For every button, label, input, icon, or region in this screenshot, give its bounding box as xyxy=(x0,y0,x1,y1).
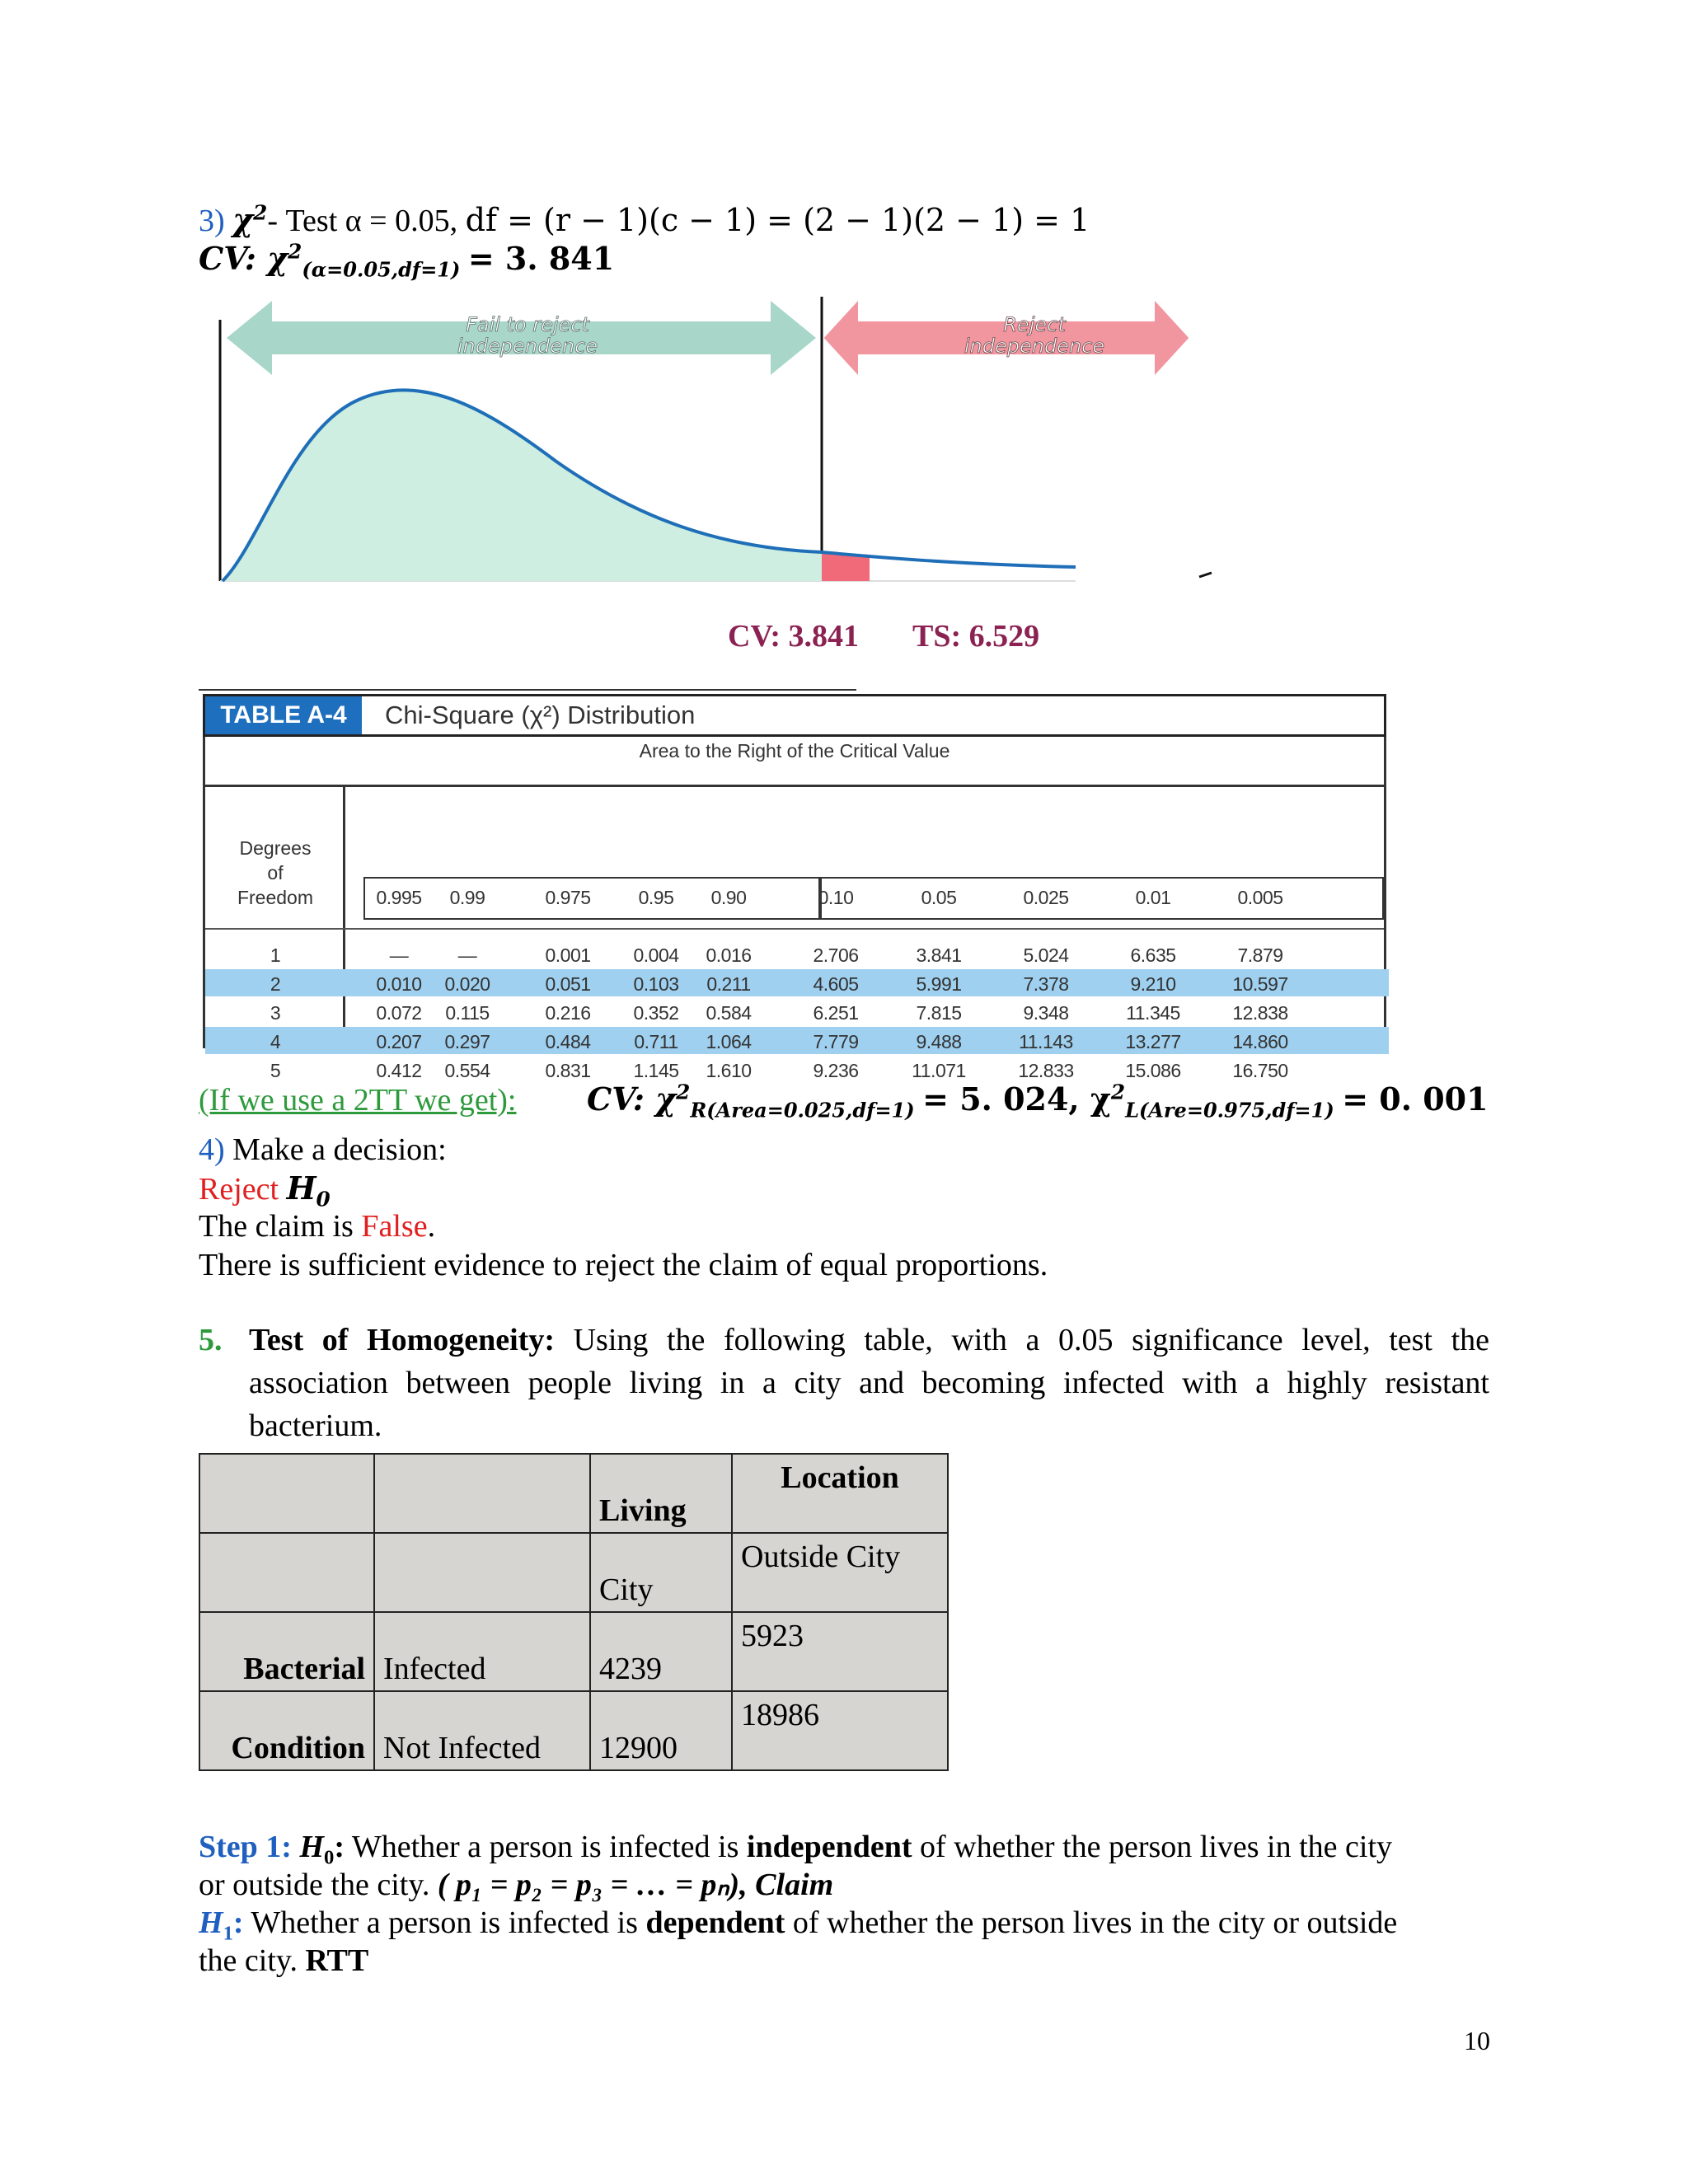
ts-label: TS: 6.529 xyxy=(912,619,1040,654)
critical-value-cell: 0.412 xyxy=(376,1060,422,1081)
critical-value-cell: 13.277 xyxy=(1125,1031,1181,1052)
critical-value-cell: 0.297 xyxy=(444,1031,490,1052)
critical-value-cell: 0.711 xyxy=(634,1031,678,1052)
critical-value-cell: 0.115 xyxy=(445,1002,490,1024)
step1-h1-line2: the city. RTT xyxy=(199,1943,369,1978)
critical-value-cell: 0.001 xyxy=(545,944,591,966)
table-title: Chi-Square (χ²) Distribution xyxy=(385,701,696,729)
critical-value-cell: 0.010 xyxy=(376,973,422,995)
critical-value-cell: 7.378 xyxy=(1023,973,1069,995)
infected-label: Infected xyxy=(374,1612,590,1691)
critical-value-cell: 1.064 xyxy=(706,1031,752,1052)
critical-value-cell: 3.841 xyxy=(916,944,962,966)
critical-value-cell: 10.597 xyxy=(1232,973,1288,995)
critical-value-cell: 9.236 xyxy=(813,1060,859,1081)
table-badge: TABLE A-4 xyxy=(205,696,362,734)
q5-line1: 5. xyxy=(199,1323,223,1357)
step1-h0-line1: Step 1: $H_0$: Whether a person is infected is independent of whether the person lives in the city xyxy=(199,1830,1393,1869)
cv-subscript: (α=0.05,df=1) xyxy=(302,257,461,282)
area-header-cell: 0.01 xyxy=(1135,887,1171,908)
critical-value-cell: 14.860 xyxy=(1232,1031,1288,1052)
critical-value-cell: 0.211 xyxy=(706,973,751,995)
dof-cell: 2 xyxy=(270,973,281,995)
critical-value-cell: 0.020 xyxy=(444,973,490,995)
two-tail-right-value: = 5. 024, χ xyxy=(922,1080,1111,1118)
area-header-cell: 0.005 xyxy=(1237,887,1283,908)
two-tail-sub-right: R(Area=0.025,df=1) xyxy=(690,1098,915,1122)
critical-value-cell: 9.488 xyxy=(916,1031,962,1052)
living-header: Living xyxy=(590,1454,732,1533)
area-header-cell: 0.95 xyxy=(638,887,674,908)
outside-city-header: Outside City xyxy=(732,1533,948,1612)
homogeneity-table xyxy=(199,1453,949,1771)
two-tail-left-value: = 0. 001 xyxy=(1342,1080,1489,1118)
chi-square-table xyxy=(203,694,1390,1081)
dof-cell: 3 xyxy=(270,1002,281,1024)
two-tail-sub-left: L(Are=0.975,df=1) xyxy=(1125,1098,1334,1122)
infected-outside-value: 5923 xyxy=(732,1612,948,1691)
table-header-bar xyxy=(203,694,1386,737)
area-header-cell: 0.025 xyxy=(1023,887,1069,908)
critical-value-cell: 11.071 xyxy=(912,1060,966,1081)
cv-prefix: CV: χ xyxy=(199,240,288,277)
critical-value-cell: 16.750 xyxy=(1232,1060,1288,1081)
dof-cell: 4 xyxy=(270,1031,281,1052)
critical-value-cell: 11.345 xyxy=(1126,1002,1180,1024)
cv-label: CV: 3.841 xyxy=(728,619,860,654)
two-tail-note: (If we use a 2TT we get): xyxy=(199,1083,517,1118)
step3-number: 3) xyxy=(199,204,225,238)
critical-value-cell: 7.815 xyxy=(916,1002,962,1024)
location-header: Location xyxy=(732,1454,948,1533)
q5-text-line1: Test of Homogeneity: Using the following table, with a 0.05 significance level, test the xyxy=(249,1323,1490,1357)
critical-value-cell: 15.086 xyxy=(1125,1060,1181,1081)
area-header-cell: 0.90 xyxy=(710,887,747,908)
chi-square-chart xyxy=(210,297,1232,593)
cv-value: = 3. 841 xyxy=(467,240,615,277)
critical-value-cell: 0.004 xyxy=(633,944,679,966)
reject-label: Reject xyxy=(1003,313,1066,336)
critical-value-cell: 9.348 xyxy=(1023,1002,1069,1024)
infected-city-value: 4239 xyxy=(590,1612,732,1691)
two-tail-line xyxy=(199,1081,516,1121)
step1-h0-line2: or outside the city. ( p₁ = p₂ = p₃ = … = pₙ), Claim xyxy=(199,1868,834,1902)
critical-value-cell: 0.016 xyxy=(706,944,752,966)
critical-value-cell: 7.779 xyxy=(813,1031,859,1052)
page-number: 10 xyxy=(1464,2026,1490,2055)
not-infected-label: Not Infected xyxy=(374,1691,590,1770)
df-formula: df = (r − 1)(c − 1) = (2 − 1)(2 − 1) = 1 xyxy=(465,202,1090,238)
condition-label: Condition xyxy=(199,1691,374,1770)
cv-line: CV: $\chi^2_{(\alpha=0.05,df=1)} = 3$. 841 xyxy=(199,239,615,282)
area-header-cell: 0.995 xyxy=(376,887,422,908)
evidence-line: There is sufficient evidence to reject the claim of equal proportions. xyxy=(199,1248,1048,1282)
table-subtitle: Area to the Right of the Critical Value xyxy=(639,740,950,762)
critical-value-cell: 12.833 xyxy=(1018,1060,1074,1081)
critical-value-cell: 12.838 xyxy=(1232,1002,1288,1024)
critical-value-cell: — xyxy=(457,944,477,966)
area-header-cell: 0.10 xyxy=(818,887,854,908)
critical-value-cell: 6.251 xyxy=(813,1002,859,1024)
critical-value-cell: 9.210 xyxy=(1130,973,1176,995)
critical-value-cell: 2.706 xyxy=(813,944,859,966)
step3-line xyxy=(199,200,1090,241)
critical-value-cell: 4.605 xyxy=(813,973,859,995)
critical-value-cell: 6.635 xyxy=(1130,944,1176,966)
step1-h1-line1: $H_1$: Whether a person is infected is dependent of whether the person lives in the city or outside xyxy=(199,1905,1398,1945)
dof-cell: 1 xyxy=(270,944,281,966)
critical-value-cell: 0.831 xyxy=(545,1060,591,1081)
q5-text-line2: association between people living in a city and becoming infected with a highly resistant xyxy=(249,1366,1489,1400)
critical-value-cell: 11.143 xyxy=(1019,1031,1073,1052)
critical-value-cell: 1.145 xyxy=(633,1060,679,1081)
critical-value-cell: 0.584 xyxy=(706,1002,752,1024)
critical-value-cell: 1.610 xyxy=(706,1060,752,1081)
critical-value-cell: 0.072 xyxy=(376,1002,422,1024)
critical-value-cell: 0.103 xyxy=(633,973,679,995)
fail-to-reject-label: Fail to reject xyxy=(466,313,589,336)
critical-value-cell: 0.207 xyxy=(376,1031,422,1052)
svg-text:independence: independence xyxy=(964,335,1105,358)
critical-value-cell: 0.051 xyxy=(545,973,591,995)
not-infected-city-value: 12900 xyxy=(590,1691,732,1770)
area-header-cell: 0.99 xyxy=(449,887,485,908)
critical-value-cell: 0.484 xyxy=(545,1031,591,1052)
critical-value-cell: — xyxy=(389,944,409,966)
area-header-cell: 0.05 xyxy=(921,887,957,908)
table-top-rule xyxy=(199,689,856,691)
step4-line: 4) Make a decision: xyxy=(199,1132,447,1167)
critical-value-cell: 0.554 xyxy=(444,1060,490,1081)
critical-value-cell: 5.024 xyxy=(1023,944,1069,966)
area-header-cell: 0.975 xyxy=(545,887,591,908)
svg-text:independence: independence xyxy=(457,335,598,358)
fail-region xyxy=(223,390,822,581)
dof-cell: 5 xyxy=(270,1060,281,1081)
city-header: City xyxy=(590,1533,732,1612)
reject-line: Reject $H_0$ xyxy=(199,1169,331,1212)
q5-text-line3: bacterium. xyxy=(249,1408,382,1443)
critical-value-cell: 0.216 xyxy=(545,1002,591,1024)
not-infected-outside-value: 18986 xyxy=(732,1691,948,1770)
dof-label: Degrees of Freedom xyxy=(237,837,314,908)
bacterial-label: Bacterial xyxy=(199,1612,374,1691)
critical-value-cell: 7.879 xyxy=(1237,944,1283,966)
chi-symbol: $\chi^2$ xyxy=(232,200,268,238)
two-tail-cv: CV: $\chi^2_{R(Area=0.025,df=1)} = 5$. 024, $\chi^2_{L(Are=0.975,df=1)} = 0$. 001 xyxy=(587,1080,1489,1122)
critical-value-cell: 5.991 xyxy=(916,973,962,995)
step3-test-text: - Test α = 0.05, xyxy=(267,204,458,238)
table-frame xyxy=(203,737,1386,1081)
claim-line: The claim is False. xyxy=(199,1209,436,1244)
critical-value-cell: 0.352 xyxy=(633,1002,679,1024)
